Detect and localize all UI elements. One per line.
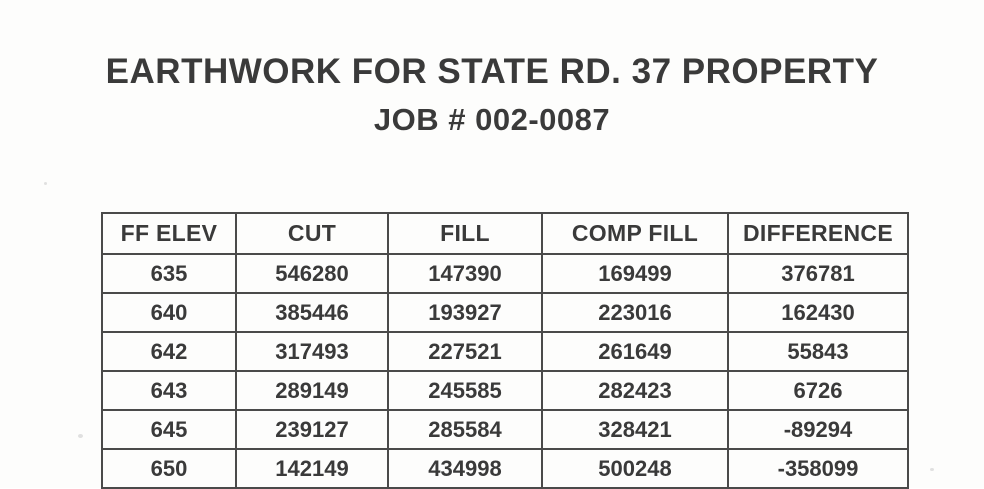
- cell-fill: 245585: [388, 371, 542, 410]
- cell-fill: 434998: [388, 449, 542, 488]
- cell-difference: 6726: [728, 371, 908, 410]
- column-header-comp-fill: COMP FILL: [542, 213, 728, 254]
- cell-comp-fill: 328421: [542, 410, 728, 449]
- cell-cut: 289149: [236, 371, 388, 410]
- cell-ff-elev: 635: [102, 254, 236, 293]
- cell-comp-fill: 223016: [542, 293, 728, 332]
- document-title: [0, 52, 984, 138]
- cell-comp-fill: 261649: [542, 332, 728, 371]
- earthwork-table-container: [101, 212, 907, 489]
- cell-comp-fill: 500248: [542, 449, 728, 488]
- cell-ff-elev: 645: [102, 410, 236, 449]
- cell-comp-fill: 169499: [542, 254, 728, 293]
- cell-fill: 227521: [388, 332, 542, 371]
- cell-ff-elev: 642: [102, 332, 236, 371]
- cell-ff-elev: 643: [102, 371, 236, 410]
- cell-cut: 317493: [236, 332, 388, 371]
- table-row: [102, 410, 908, 449]
- table-header-row: [102, 213, 908, 254]
- title-line-1: EARTHWORK FOR STATE RD. 37 PROPERTY: [105, 52, 879, 91]
- cell-difference: 376781: [728, 254, 908, 293]
- column-header-cut: CUT: [236, 213, 388, 254]
- table-row: [102, 332, 908, 371]
- cell-cut: 546280: [236, 254, 388, 293]
- title-line-2: JOB # 002-0087: [373, 102, 611, 137]
- cell-difference: 55843: [728, 332, 908, 371]
- cell-fill: 285584: [388, 410, 542, 449]
- cell-cut: 385446: [236, 293, 388, 332]
- table-row: [102, 371, 908, 410]
- cell-difference: -358099: [728, 449, 908, 488]
- cell-cut: 239127: [236, 410, 388, 449]
- cell-cut: 142149: [236, 449, 388, 488]
- column-header-ff-elev: FF ELEV: [102, 213, 236, 254]
- earthwork-table: [101, 212, 909, 489]
- cell-difference: -89294: [728, 410, 908, 449]
- cell-difference: 162430: [728, 293, 908, 332]
- cell-fill: 147390: [388, 254, 542, 293]
- cell-ff-elev: 640: [102, 293, 236, 332]
- column-header-difference: DIFFERENCE: [728, 213, 908, 254]
- table-row: [102, 293, 908, 332]
- table-row: [102, 254, 908, 293]
- cell-comp-fill: 282423: [542, 371, 728, 410]
- cell-fill: 193927: [388, 293, 542, 332]
- table-row: [102, 449, 908, 488]
- column-header-fill: FILL: [388, 213, 542, 254]
- cell-ff-elev: 650: [102, 449, 236, 488]
